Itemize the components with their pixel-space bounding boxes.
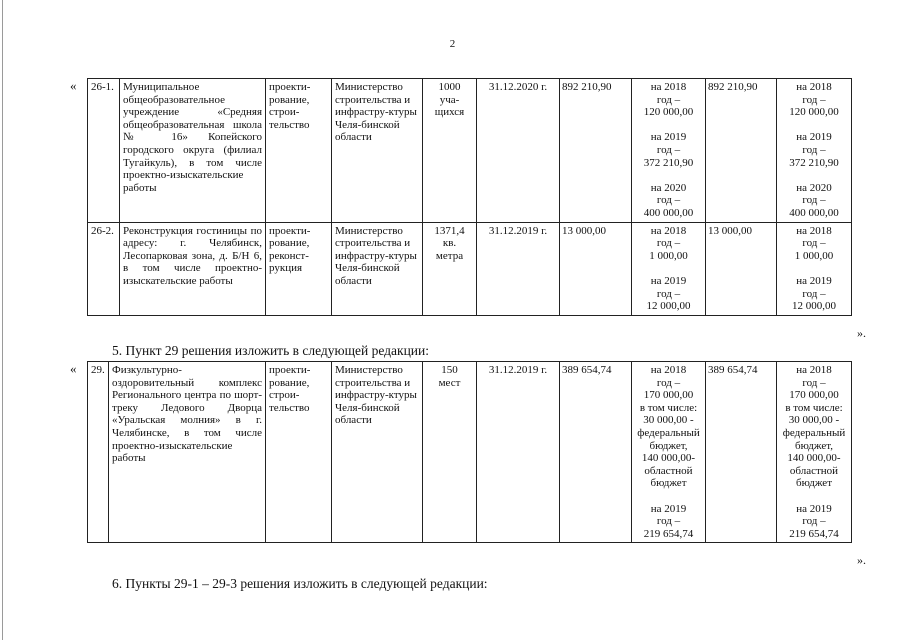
estimated-cost: 13 000,00 <box>560 222 632 315</box>
estimated-cost: 389 654,74 <box>560 362 632 543</box>
customer-ministry: Министерство строительства и инфрастру-ктуры Челя-бинской области <box>332 222 423 315</box>
row-number: 26-2. <box>88 222 120 315</box>
total-financing: 389 654,74 <box>706 362 777 543</box>
financing-by-year-2: на 2018 год – 120 000,00 на 2019 год – 372 210,90 на 2020 год – 400 000,00 <box>777 79 852 223</box>
open-quote-1: « <box>70 78 77 93</box>
table-row <box>88 79 852 223</box>
row-number: 29. <box>88 362 109 543</box>
object-capacity: 1371,4 кв. метра <box>423 222 477 315</box>
customer-ministry: Министерство строительства и инфрастру-ктуры Челя-бинской области <box>332 79 423 223</box>
object-capacity: 150 мест <box>423 362 477 543</box>
completion-date: 31.12.2019 г. <box>477 222 560 315</box>
table-row <box>88 362 852 543</box>
estimated-cost: 892 210,90 <box>560 79 632 223</box>
completion-date: 31.12.2019 г. <box>477 362 560 543</box>
work-type: проекти-рование, реконст-рукция <box>266 222 332 315</box>
completion-date: 31.12.2020 г. <box>477 79 560 223</box>
financing-by-year-2: на 2018 год – 170 000,00 в том числе: 30 000,00 - федеральный бюджет, 140 000,00- областной бюджет на 2019 год – 219 654,74 <box>777 362 852 543</box>
financing-by-year-2: на 2018 год – 1 000,00 на 2019 год – 12 000,00 <box>777 222 852 315</box>
financing-by-year: на 2018 год – 1 000,00 на 2019 год – 12 000,00 <box>632 222 706 315</box>
financing-by-year: на 2018 год – 120 000,00 на 2019 год – 372 210,90 на 2020 год – 400 000,00 <box>632 79 706 223</box>
row-number: 26-1. <box>88 79 120 223</box>
work-type: проекти-рование, строи-тельство <box>266 79 332 223</box>
paragraph-5: 5. Пункт 29 решения изложить в следующей редакции: <box>112 343 429 358</box>
customer-ministry: Министерство строительства и инфрастру-ктуры Челя-бинской области <box>332 362 423 543</box>
close-quote-2: ». <box>857 553 866 567</box>
object-name: Реконструкция гостиницы по адресу: г. Челябинск, Лесопарковая зона, д. Б/Н 6, в том числе проектно-изыскательские работы <box>120 222 266 315</box>
financing-by-year: на 2018 год – 170 000,00 в том числе: 30 000,00 - федеральный бюджет, 140 000,00- областной бюджет на 2019 год – 219 654,74 <box>632 362 706 543</box>
object-name: Муниципальное общеобразовательное учреждение «Средняя общеобразовательная школа № 16» Копейского городского округа (филиал Тугайкуль), в том числе проектно-изыскательские работы <box>120 79 266 223</box>
close-quote-1: ». <box>857 326 866 340</box>
page-number: 2 <box>449 38 456 50</box>
objects-table-1 <box>87 78 852 316</box>
work-type: проекти-рование, строи-тельство <box>266 362 332 543</box>
open-quote-2: « <box>70 361 77 376</box>
page-left-edge <box>2 0 3 640</box>
object-capacity: 1000 уча- щихся <box>423 79 477 223</box>
objects-table-2 <box>87 361 852 543</box>
table-row <box>88 222 852 315</box>
object-name: Физкультурно-оздоровительный комплекс Регионального центра по шорт-треку Ледового Дворца «Уральская молния» в г. Челябинске, в том числе проектно-изыскательские работы <box>109 362 266 543</box>
total-financing: 13 000,00 <box>706 222 777 315</box>
total-financing: 892 210,90 <box>706 79 777 223</box>
paragraph-6: 6. Пункты 29-1 – 29-3 решения изложить в следующей редакции: <box>112 576 488 591</box>
